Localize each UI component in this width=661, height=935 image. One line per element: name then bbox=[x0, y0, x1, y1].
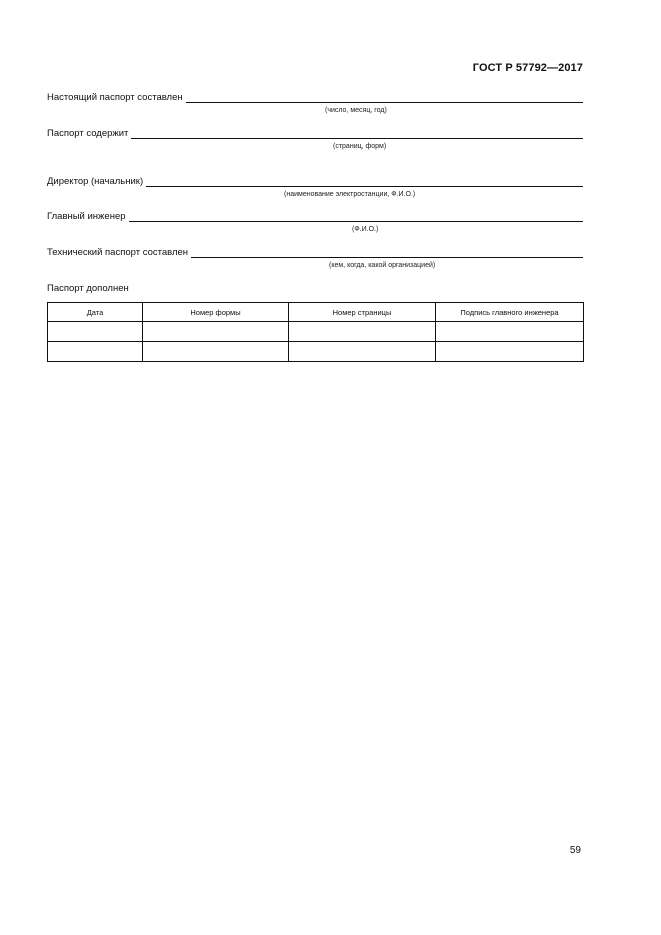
column-header-chief-engineer-signature: Подпись главного инженера bbox=[436, 303, 584, 322]
field-hint: (Ф.И.О.) bbox=[352, 226, 379, 233]
standard-code: ГОСТ Р 57792—2017 bbox=[472, 62, 583, 74]
table-cell[interactable] bbox=[436, 342, 584, 362]
table-row bbox=[48, 342, 584, 362]
fill-line[interactable] bbox=[131, 127, 583, 139]
field-label: Настоящий паспорт составлен bbox=[47, 92, 183, 103]
field-label: Паспорт содержит bbox=[47, 128, 129, 139]
page-number: 59 bbox=[569, 845, 581, 856]
column-header-form-number: Номер формы bbox=[143, 303, 289, 322]
table-cell[interactable] bbox=[289, 342, 436, 362]
field-hint: (наименование электростанции, Ф.И.О.) bbox=[284, 191, 416, 198]
fill-line[interactable] bbox=[146, 175, 583, 187]
table-row bbox=[48, 322, 584, 342]
field-label: Технический паспорт составлен bbox=[47, 247, 189, 258]
supplement-label: Паспорт дополнен bbox=[47, 283, 129, 294]
fill-line[interactable] bbox=[191, 246, 583, 258]
column-header-date: Дата bbox=[48, 303, 143, 322]
field-chief-engineer bbox=[47, 209, 583, 233]
table-cell[interactable] bbox=[143, 322, 289, 342]
table-cell[interactable] bbox=[48, 322, 143, 342]
field-label: Директор (начальник) bbox=[47, 176, 144, 187]
supplement-table bbox=[47, 302, 584, 362]
column-header-page-number: Номер страницы bbox=[289, 303, 436, 322]
field-hint: (число, месяц, год) bbox=[325, 107, 387, 114]
table-cell[interactable] bbox=[48, 342, 143, 362]
field-compiled-date bbox=[47, 90, 583, 114]
field-contents bbox=[47, 126, 583, 150]
table-cell[interactable] bbox=[143, 342, 289, 362]
field-director bbox=[47, 174, 583, 198]
field-hint: (кем, когда, какой организацией) bbox=[329, 262, 436, 269]
fill-line[interactable] bbox=[129, 210, 583, 222]
table-header-row bbox=[48, 303, 584, 322]
table-cell[interactable] bbox=[289, 322, 436, 342]
field-hint: (страниц, форм) bbox=[333, 143, 387, 150]
table-cell[interactable] bbox=[436, 322, 584, 342]
field-technical-passport bbox=[47, 245, 583, 269]
fill-line[interactable] bbox=[186, 91, 583, 103]
field-label: Главный инженер bbox=[47, 211, 126, 222]
